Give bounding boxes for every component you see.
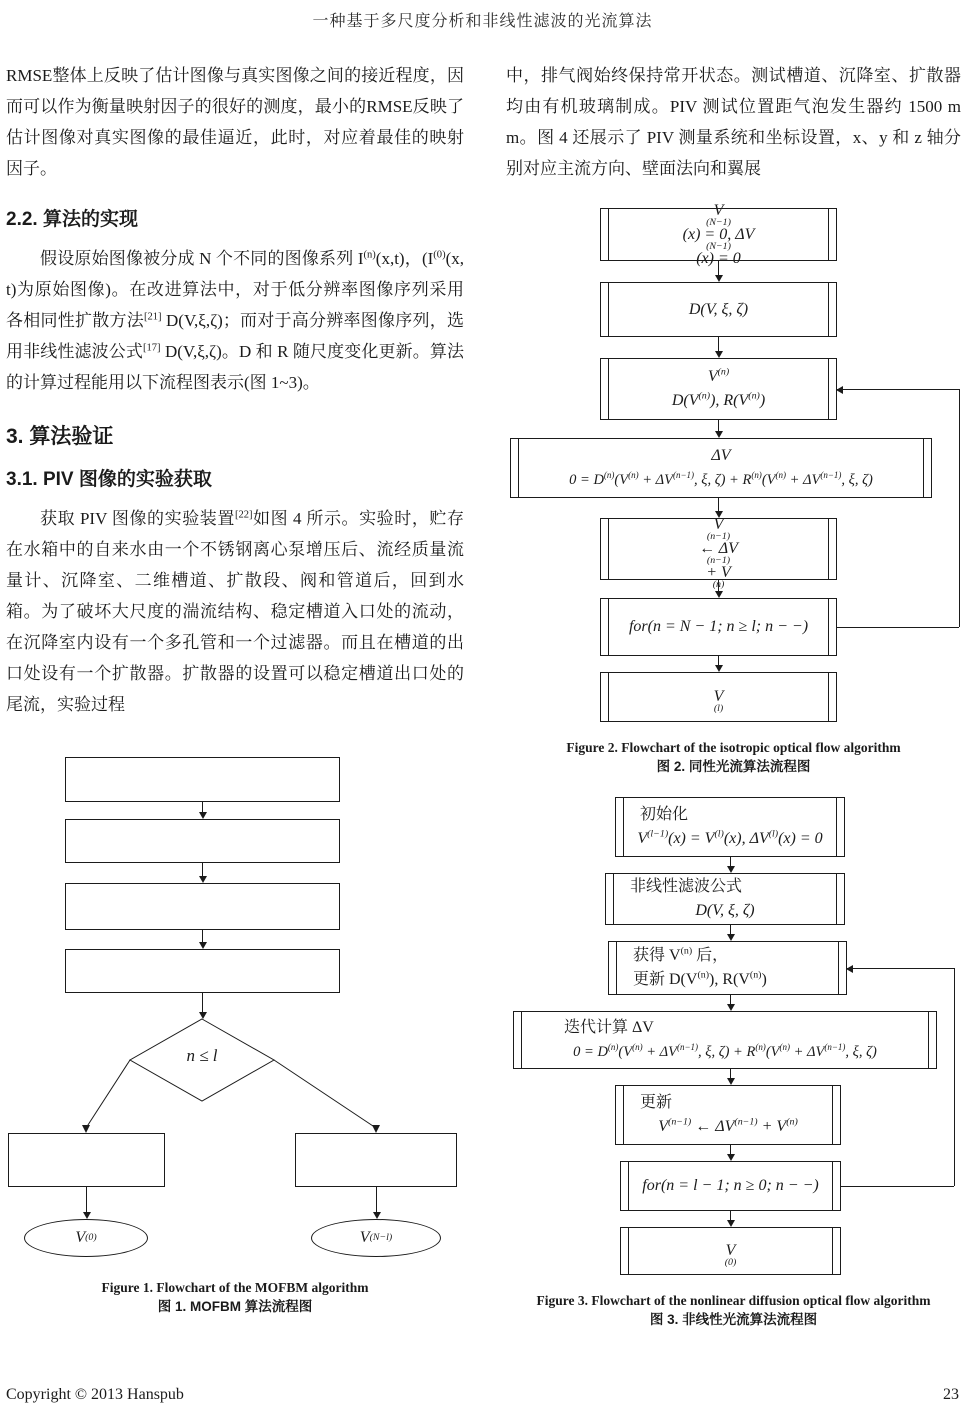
fig2-update-line2: $D(V^{(n)})$, $R(V^{(n)})$ bbox=[671, 390, 766, 409]
figure2-flowchart bbox=[506, 202, 961, 724]
fig2-iterate-line2: $0 = D^{(n)}(V^{(n)} + \Delta V^{(n-1)}$, ξ, $\zeta) + R^{(n)}(V^{(n)} + \Delta V^{(n-1)}$, ξ, ζ) bbox=[569, 470, 873, 488]
figure1-caption-zh: 图 1. MOFBM 算法流程图 bbox=[157, 1299, 313, 1314]
fig3-update-line2: 更新 $D(V^{(n)})$, $R(V^{(n)})$ bbox=[633, 969, 767, 988]
fig1-branch-box-right bbox=[295, 1133, 457, 1187]
figure3-flowchart bbox=[506, 792, 961, 1277]
flow-arrow bbox=[202, 993, 203, 1012]
figure1-caption bbox=[6, 1278, 464, 1316]
fig3-init-label: 初始化 bbox=[640, 806, 689, 823]
heading-3-1: 3.1. PIV 图像的实验获取 bbox=[6, 469, 212, 490]
fig2-box-diffusion: D(V, ξ, ζ) bbox=[600, 282, 837, 337]
fig3-assign-label: 更新 bbox=[640, 1094, 673, 1111]
fig2-update-line1: $V^{(n)}$ bbox=[707, 366, 730, 385]
flow-arrow bbox=[86, 1187, 87, 1212]
fig3-box-update bbox=[608, 941, 847, 995]
fig3-box-initialization bbox=[615, 797, 845, 857]
flow-arrow bbox=[730, 1145, 731, 1154]
fig2-box-result: V (l) bbox=[600, 672, 837, 722]
fig3-feedback-line-vertical bbox=[954, 968, 955, 1186]
fig3-box-iterate bbox=[513, 1011, 937, 1069]
fig1-step-box-2 bbox=[65, 819, 340, 863]
paragraph-piv-setup: 获取 PIV 图像的实验装置[22]如图 4 所示。实验时，贮存在水箱中的自来水由一个不锈钢离心泵增压后、流经质量流量计、沉降室、二维槽道、扩散段、阀和管道后，回到水箱。为了破坏大尺度的湍流结构、稳定槽道入口处的流动，在沉降室内设有一个多孔管和一个过滤器。而且在槽道的出口处设有一个扩散器。扩散器的设置可以稳定槽道出口处的尾流，实验过程 bbox=[6, 509, 464, 714]
figure1-caption-en: Figure 1. Flowchart of the MOFBM algorithm bbox=[101, 1280, 369, 1295]
fig3-box-for-loop: for(n = l − 1; n ≥ 0; n − −) bbox=[620, 1161, 841, 1211]
right-column bbox=[506, 60, 961, 1329]
flow-arrow bbox=[718, 498, 719, 511]
flow-arrow bbox=[730, 1211, 731, 1220]
fig2-feedback-line-vertical bbox=[959, 389, 960, 627]
flow-arrow bbox=[730, 1069, 731, 1078]
fig1-step-box-3 bbox=[65, 883, 340, 930]
figure3-caption-zh: 图 3. 非线性光流算法流程图 bbox=[649, 1312, 818, 1327]
footer-page-number: 23 bbox=[943, 1386, 959, 1403]
flow-arrow bbox=[718, 261, 719, 275]
page-footer bbox=[6, 1386, 959, 1404]
fig3-update-line1: 获得 $V^{(n)}$ 后， bbox=[633, 945, 729, 964]
heading-3: 3. 算法验证 bbox=[6, 425, 114, 448]
fig2-box-update bbox=[600, 358, 837, 420]
footer-copyright: Copyright © 2013 Hanspub bbox=[6, 1386, 184, 1403]
flow-arrow bbox=[730, 925, 731, 934]
fig3-feedback-line-bottom bbox=[841, 1186, 954, 1187]
fig2-box-for-loop: for(n = N − 1; n ≥ l; n − −) bbox=[600, 598, 837, 656]
page-header-title: 一种基于多尺度分析和非线性滤波的光流算法 bbox=[312, 13, 653, 30]
paragraph-algorithm: 假设原始图像被分成 N 个不同的图像系列 $I^{(n)}(x,t)$，($I^{(0)}(x,t)$为原始图像)。在改进算法中，对于低分辨率图像序列采用各相同性扩散方法[21] D(V,ξ,ζ)；而对于高分辨率图像序列，选用非线性滤波公式[17] D(V,ξ,ζ)。D 和 R 随尺度变化更新。算法的计算过程能用以下流程图表示(图 1~3)。 bbox=[6, 249, 465, 392]
flow-arrow bbox=[202, 930, 203, 942]
fig3-init-formula: $V^{(l-1)}(x) = V^{(l)}(x)$, $\Delta V^{(l)}(x) = 0$ bbox=[637, 828, 823, 847]
flow-arrow bbox=[730, 995, 731, 1004]
flow-arrow bbox=[202, 863, 203, 876]
figure3-caption-en: Figure 3. Flowchart of the nonlinear diffusion optical flow algorithm bbox=[536, 1293, 931, 1308]
figure3-caption bbox=[518, 1291, 950, 1329]
fig3-feedback-line-top bbox=[847, 968, 954, 969]
figure2-caption-zh: 图 2. 同性光流算法流程图 bbox=[656, 759, 811, 774]
flow-arrow bbox=[376, 1187, 377, 1212]
fig1-decision-label: n ≤ l bbox=[186, 1046, 218, 1065]
fig1-step-box-1 bbox=[65, 757, 340, 802]
fig1-branch-box-left bbox=[8, 1133, 165, 1187]
flow-arrow bbox=[718, 337, 719, 351]
fig3-assign-formula: $V^{(n-1)}$ ← $\Delta V^{(n-1)} + V^{(n)}$ bbox=[658, 1116, 798, 1135]
paragraph-continuation: 中，排气阀始终保持常开状态。测试槽道、沉降室、扩散器均由有机玻璃制成。PIV 测试位置距气泡发生器约 1500 mm。图 4 还展示了 PIV 测量系统和坐标设置，x、y 和 z 轴分别对应主流方向、壁面法向和翼展 bbox=[506, 66, 961, 178]
heading-2-2: 2.2. 算法的实现 bbox=[6, 209, 138, 230]
fig1-terminal-right: V (N−l) bbox=[311, 1219, 441, 1257]
fig3-box-assign bbox=[615, 1085, 841, 1145]
paragraph-rmse: RMSE整体上反映了估计图像与真实图像之间的接近程度，因而可以作为衡量映射因子的很好的测度，最小的RMSE反映了估计图像对真实图像的最佳逼近，此时，对应着最佳的映射因子。 bbox=[6, 66, 464, 178]
fig2-box-assign: V (n−1) ← ΔV (n−1) + V (n) bbox=[600, 518, 837, 580]
fig3-filter-label: 非线性滤波公式 bbox=[630, 878, 743, 895]
figure2-caption-en: Figure 2. Flowchart of the isotropic optical flow algorithm bbox=[566, 740, 901, 755]
figure1-flowchart bbox=[6, 754, 464, 1264]
fig2-box-iterate bbox=[510, 438, 932, 498]
fig2-box-initialization: V (N−1) (x) = 0, ΔV (N−1) (x) = 0 bbox=[600, 208, 837, 261]
flow-arrow bbox=[718, 656, 719, 665]
fig3-box-filter bbox=[605, 873, 845, 925]
flow-arrow bbox=[202, 802, 203, 812]
flow-arrow bbox=[718, 580, 719, 591]
fig3-iterate-label: 迭代计算 ΔV bbox=[564, 1019, 654, 1036]
fig3-iterate-formula: $0 = D^{(n)}(V^{(n)} + \Delta V^{(n-1)}$, ξ, $\zeta) + R^{(n)}(V^{(n)} + \Delta V^{(n-1)}$, ξ, ζ) bbox=[573, 1042, 877, 1060]
fig1-step-box-4 bbox=[65, 949, 340, 993]
fig2-feedback-line-top bbox=[837, 389, 959, 390]
fig3-box-result: V (0) bbox=[620, 1227, 841, 1275]
left-column bbox=[6, 60, 464, 1316]
fig1-terminal-left: V (0) bbox=[24, 1219, 148, 1257]
flow-arrow bbox=[730, 857, 731, 866]
figure2-caption bbox=[506, 738, 961, 776]
fig2-feedback-line-bottom bbox=[837, 627, 959, 628]
flow-arrow bbox=[718, 420, 719, 431]
fig3-filter-formula: D(V, ξ, ζ) bbox=[695, 902, 755, 919]
fig2-iterate-line1: ΔV bbox=[711, 447, 731, 464]
